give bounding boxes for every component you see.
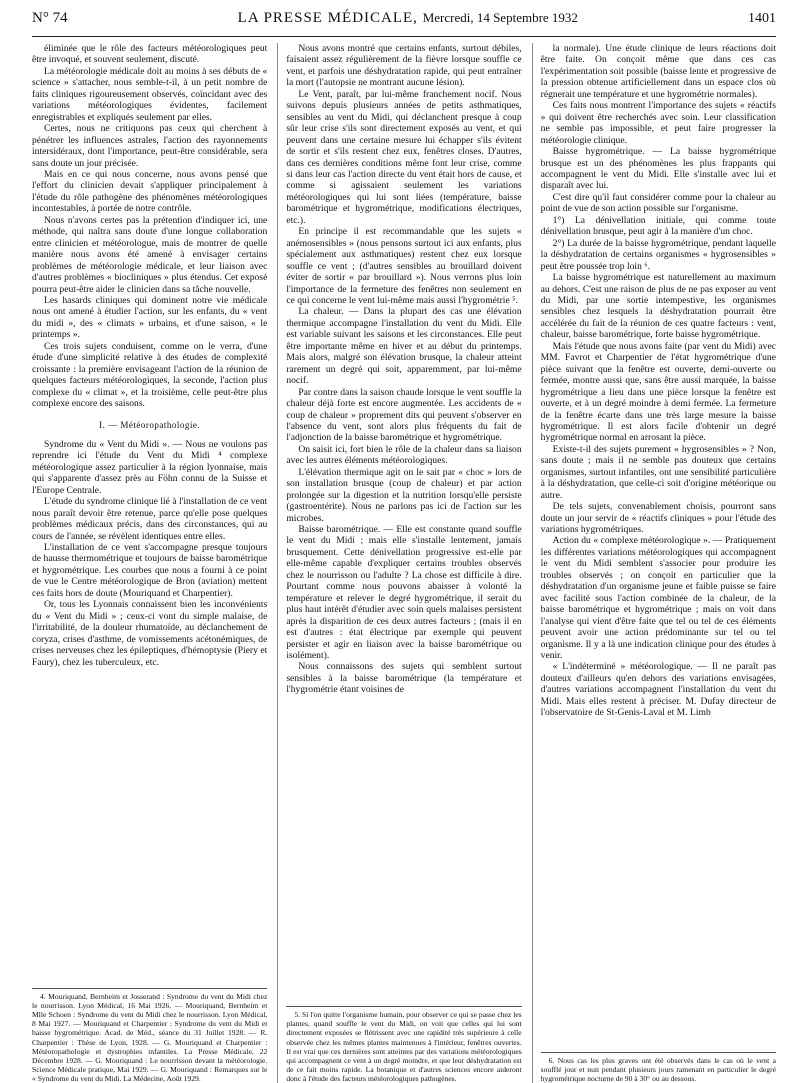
column-3-body [541,43,776,719]
journal-name: LA PRESSE MÉDICALE, [237,10,418,26]
paragraph: Syndrome du « Vent du Midi ». — Nous ne voulons pas reprendre ici l'étude du Vent du Midi ⁴ complexe météorologique assez particulier à la région lyonnaise, mais qui s'apparente d'assez près au Föhn connu de la Suisse et l'Europe Centrale. [32,438,268,496]
paragraph: éliminée que le rôle des facteurs météorologiques peut être invoqué, et souvent seulement, discuté. [32,43,268,66]
paragraph: Baisse barométrique. — Elle est constante quand souffle le vent du Midi ; mais elle s'installe lentement, jamais brusquement. Cette dénivellation progressive est-elle par elle-même capable d'expliquer certains troubles observés chez le nourrisson ou l'adulte ? La chose est difficile à dire. Pourtant comme nous pouvons abaisser à volonté la température et relever le degré hygrométrique, il serait du plus haut intérêt d'étudier avec soin quels malaises persistent après la disparition de ces deux autres facteurs ; (mais il en est d'autres : état électrique par exemple qui peuvent persister et agir en liaison avec la baisse barométrique ou isolément). [286,524,522,662]
paragraph: On saisit ici, fort bien le rôle de la chaleur dans sa liaison avec les autres éléments météorologiques. [286,443,522,467]
paragraph: 2°) La durée de la baisse hygrométrique, pendant laquelle la déshydratation de certains organismes « hygrosensibles » peut être poussée trop loin ⁶. [540,237,776,272]
paragraph: Existe-t-il des sujets purement « hygrosensibles » ? Non, sans doute ; mais il ne semble pas douteux que certains organismes, surtout infantiles, ont une sensibilité particulière à la déshydratation, que celle-ci soit d'origine météorique ou autre. [540,443,776,501]
paragraph: Nous n'avons certes pas la prétention d'indiquer ici, une méthode, qui naîtra sans doute d'une longue collaboration entre clinicien et météorologue, mais de montrer de quelle manière nous avons été amené à envisager certains problèmes de météorologie médicale, et leur liaison avec d'autres problèmes « biocliniques » plus étendus. Cet exposé pourra peut-être aider le clinicien dans sa tâche nouvelle. [32,214,268,295]
paragraph: Nous avons montré que certains enfants, surtout débiles, faisaient assez régulièrement de la fièvre lorsque souffle ce vent, et parfois une déshydratation rapide, qui peut entraîner la mort (l'autopsie ne montrant aucune lésion). [286,43,522,89]
paragraph: La baisse hygrométrique est naturellement au maximum au dehors. C'est une raison de plus de ne pas exposer au vent du Midi, par une sortie intempestive, les organismes sensibles chez lesquels la déshydratation pourrait être accélérée du fait de la réunion de ces quatre facteurs : vent, chaleur, baisse barométrique, forte baisse hygrométrique. [540,272,776,341]
paragraph: Certes, nous ne critiquons pas ceux qui cherchent à pénétrer les influences astrales, l'action des rayonnements intersidéraux, dont l'importance, peut-être considérable, sera sans doute un jour précisée. [32,123,268,169]
issue-number: N° 74 [32,10,68,26]
footnote: 6. Nous cas les plus graves ont été observés dans le cas où le vent a soufflé jour et nuit pendant plusieurs jours ramenant en particulier le degré hygrométrique nocturne de 90 à 30° ou au dessous. [540,1055,776,1083]
paragraph: C'est dire qu'il faut considérer comme pour la chaleur au point de vue de son action possible sur l'organisme. [540,191,776,215]
footnote: 5. Si l'on quitte l'organisme humain, pour observer ce qui se passe chez les plantes, quand souffle le vent du Midi, on voit que celles qui lui sont directement exposées se flétrissent avec une rapidité très supérieure à celle observée chez les mêmes plantes maintenues à l'intérieur, fenêtres ouvertes. Il est vrai que ces dernières sont atteintes par des variations météorologiques qui accompagnent ce vent à un degré moindre, et que leur déshydratation est de ce fait moins rapide. La botanique et d'autres sciences encore aideront donc à l'étude des facteurs météorologiques pathogènes. [286,1010,522,1083]
footnote: 4. Mouriquand, Bernheim et Josserand : Syndrome du vent du Midi chez le nourrisson. Lyon Médical, 16 Mai 1926. — Mouriquand, Bernheim et Mlle Schoen : Syndrome du vent du Midi chez le nourrisson. Lyon Médical, 8 Mai 1927. — Mouriquand et Charpentier : Syndrome du vent du Midi et baisse hygrométrique. Acad. de Méd., séance du 31 Juillet 1928. — R. Charpentier : Thèse de Lyon, 1928. — G. Mouriquand et Charpentier : Météoropathologie et dystrophies infantiles. La Presse Médicale, 22 Décembre 1928. — G. Mouriquand : Le nourrisson devant la météorologie. Science Médicale pratique, Mai 1929. — G. Mouriquand : Remarques sur le « Syndrome du vent du Midi. La Médecine, Août 1929. [32,992,268,1083]
paragraph: Mais en ce qui nous concerne, nous avons pensé que l'effort du clinicien devait s'appliquer principalement à l'étude du rôle pathogène des phénomènes météorologiques incontestables, à portée de notre contrôle. [32,168,268,215]
paragraph: Ces faits nous montrent l'importance des sujets « réactifs » qui doivent être recherchés avec soin. Leur classification ne semble pas impossible, et peut faire progresser la météorologie clinique. [540,100,776,146]
footnotes [286,1006,521,1083]
paragraph: Les hasards cliniques qui dominent notre vie médicale nous ont amené à étudier l'action, sur les enfants, du « vent du midi », des « climats » urbains, et d'une saison, « le printemps ». [32,294,268,341]
journal-title [238,10,578,27]
paragraph: la normale). Une étude clinique de leurs réactions doit être faite. On conçoit même que dans ces cas l'expérimentation soit possible (baisse lente et progressive de la pression obtenue artificiellement dans un espace clos où régnerait une température et une hygrométrie normales). [540,43,776,100]
paragraph: Or, tous les Lyonnais connaissent bien les inconvénients du « Vent du Midi » ; ceux-ci vont du simple malaise, de l'irritabilité, de la douleur rhumatoïde, au déclanchement de coryza, crises d'asthme, de vomissements acétonémiques, de crises nerveuses chez les épileptiques, d'hémoptysie (Piery et Faury), chez les tuberculeux, etc. [32,599,268,668]
running-header [32,10,776,37]
paragraph: Baisse hygrométrique. — La baisse hygrométrique brusque est un des phénomènes les plus frappants qui accompagnent le vent du Midi. Elle s'installe avec lui et disparaît avec lui. [540,146,776,192]
paragraph: En principe il est recommandable que les sujets « anémosensibles » (nous pensons surtout ici aux enfants, plus spécialement aux asthmatiques) restent chez eux lorsque souffle ce vent ; (d'autres sensibles au brouillard doivent éviter de sortir « par brouillard »). Nous verrons plus loin l'importance de la fermeture des fenêtres non seulement en ce qui concerne le vent lui-même mais aussi l'hygrométrie ⁵. [286,226,522,306]
column-2 [277,43,521,1083]
paragraph: La météorologie médicale doit au moins à ses débuts de « science » s'attacher, nous semble-t-il, à un petit nombre de faits cliniques rigoureusement observés, coïncidant avec des variations météorologiques évidentes, facilement enregistrables et expliqués seulement par elles. [32,65,268,123]
paragraph: 1°) La dénivellation initiale, qui comme toute dénivellation brusque, peut agir à la manière d'un choc. [540,214,776,238]
paragraph: « L'indéterminé » météorologique. — Il ne paraît pas douteux d'ailleurs qu'en dehors des variations envisagées, d'autres variations accompagnent l'installation du vent du Midi. Mais elles restent à préciser. M. Dufay directeur de l'observatoire de St-Genis-Laval et M. Limb [540,661,776,719]
paragraph: De tels sujets, convenablement choisis, pourront sans doute un jour servir de « réactifs cliniques » pour l'étude des variations hygrométriques. [540,501,776,536]
issue-date: Mercredi, 14 Septembre 1932 [422,10,578,25]
paragraph: L'installation de ce vent s'accompagne presque toujours de hausse thermométrique et toujours de baisse barométrique et hygrométrique. Les courbes que nous a fourni à ce point de vue le Centre météorologique de Bron (aviation) mettent ces faits hors de doute (Mouriquand et Charpentier). [32,542,268,599]
section-heading: I. — Météoropathologie. [99,419,201,430]
paragraph: Ces trois sujets conduisent, comme on le verra, d'une étude d'une simplicité relative à des études de complexité croissante : la première envisageant l'action de la réunion de quelques facteurs météorologiques, la seconde, l'action plus complexe du « climat », et la troisième, celle peut-être plus complexe encore des saisons. [32,340,268,410]
paragraph: Action du « complexe météorologique ». — Pratiquement les différentes variations météorologiques qui accompagnent le vent du Midi semblent s'associer pour produire les troubles observés ; on conçoit en particulier que la déshydratation d'un organisme jeune et faible puisse se faire avec facilité sous l'action combinée de la chaleur, de la baisse barométrique et hygrométrique ; mais on voit dans l'analyse qui vient d'être faite que tel ou tel de ces éléments peuvent avoir une action prédominante sur tel ou tel organisme. Il y a là une indication clinique pour des études à venir. [540,535,776,662]
paragraph: La chaleur. — Dans la plupart des cas une élévation thermique accompagne l'installation du vent du Midi. Elle est variable suivant les saisons et les circonstances. Elle peut être importante même en hiver et au début du printemps. Mais alors, malgré son élévation brusque, la chaleur atteint rarement un degré qui soit, apparemment, par lui-même nocif. [286,306,522,387]
paragraph: Mais l'étude que nous avons faite (par vent du Midi) avec MM. Favrot et Charpentier de l'état hygrométrique d'une pièce suivant que la fenêtre est ouverte, demi-ouverte ou fermée, montre aussi que, sans être aussi marquée, la baisse hygrométrique a lieu dans une pièce lorsque la fenêtre est ouverte, et à un degré moindre à demi fermée. La fermeture de la fenêtre écarte dans une très large mesure la baisse hygrométrique. Il est alors facile d'obtenir un degré hygrométrique normal en arrosant la pièce. [540,340,776,444]
column-1 [32,43,267,1083]
paragraph: L'élévation thermique agit on le sait par « choc » lors de son installation brusque (coup de chaleur) et par action prolongée sur la digestion et la nutrition lorsqu'elle persiste (gastroentérite). Nous ne parlons pas ici de l'action sur les microbes. [286,466,522,524]
footnotes [541,1052,776,1083]
column-1-body [32,43,267,668]
footnotes [32,988,267,1083]
page-number: 1401 [748,11,776,26]
column-2-body [286,43,521,696]
paragraph: Par contre dans la saison chaude lorsque le vent souffle la chaleur déjà forte est encore augmentée. Les accidents de « coup de chaleur » proprement dits qui peuvent s'observer en l'absence du vent, sont alors plus fréquents du fait de l'adjonction de la baisse barométrique et hygrométrique. [286,386,522,444]
paragraph: L'étude du syndrome clinique lié à l'installation de ce vent nous paraît devoir être retenue, parce qu'elle pose quelques problèmes médicaux précis, dans des circonstances, qui au cours de l'année, se révèlent identiques entre elles. [32,496,268,542]
paragraph: Nous connaissons des sujets qui semblent surtout sensibles à la baisse barométrique (la température et l'hygrométrie étant voisines de [286,661,522,696]
paragraph: Le Vent, paraît, par lui-même franchement nocif. Nous suivons depuis plusieurs années de petits asthmatiques, sensibles au vent du Midi, qui déclanchent presque à coup sûr leur crise s'ils sont directement exposés au vent, et qui peuvent dans une certaine mesure lui échapper s'ils évitent de sortir et s'ils restent chez eux, fenêtres closes. D'autres, dans ces dernières conditions même font leur crise, comme si dans leur cas l'action directe du vent était hors de cause, et comme si agissaient seulement les variations météorologiques qui lui sont liées (température, baisse barométrique et hygrométrique, modifications électriques, etc.). [286,88,522,226]
column-3 [532,43,776,1083]
article-columns [32,43,776,1083]
